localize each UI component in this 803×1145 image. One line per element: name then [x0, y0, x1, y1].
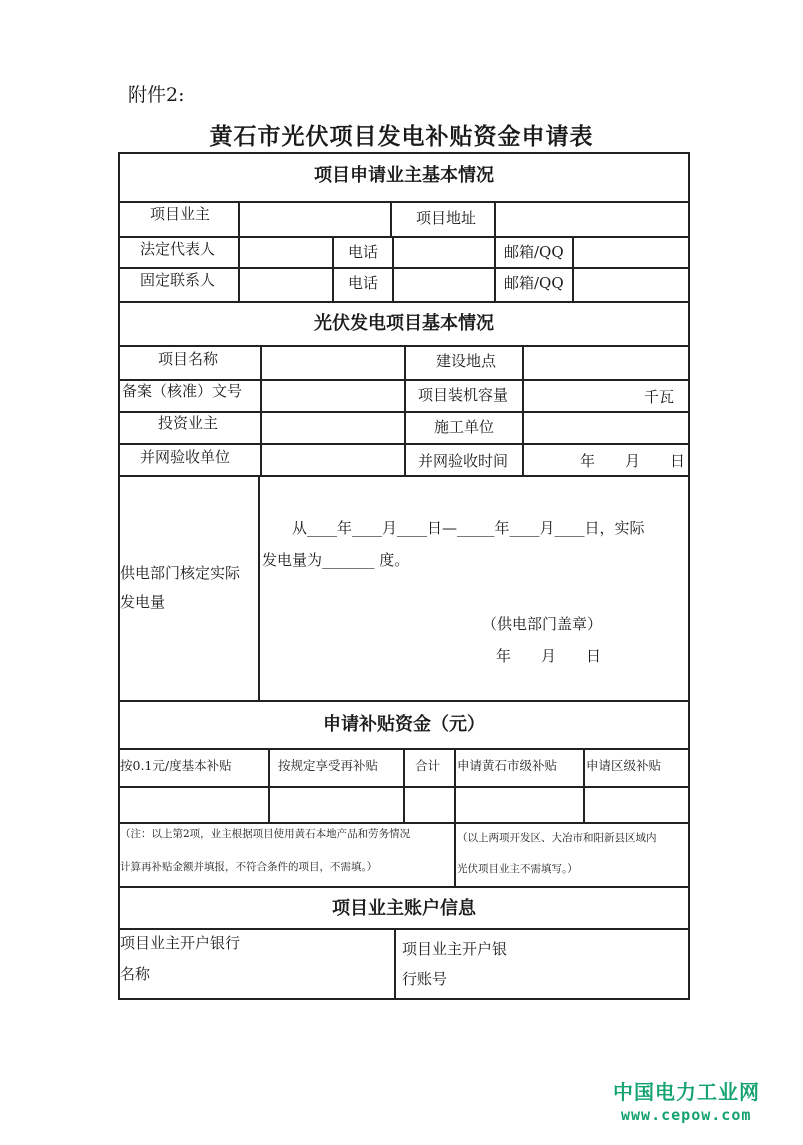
col-divider [454, 748, 456, 886]
label-email: 邮箱/QQ [504, 274, 564, 292]
application-form-table [118, 152, 690, 999]
grid-time-date: 年 月 日 [580, 452, 686, 470]
label-owner: 项目业主 [150, 205, 211, 223]
col-divider [404, 345, 406, 476]
col-total: 合计 [415, 758, 441, 773]
attachment-label: 附件2: [128, 84, 185, 106]
label-bank-name: 项目业主开户银行 [120, 934, 241, 952]
section-title-project-info: 光伏发电项目基本情况 [314, 313, 494, 334]
section-title-owner-info: 项目申请业主基本情况 [314, 165, 494, 186]
row-divider [118, 236, 690, 238]
label-verified-generation-cont: 发电量 [120, 593, 166, 611]
label-verified-generation: 供电部门核定实际 [120, 564, 241, 582]
label-email: 邮箱/QQ [504, 243, 564, 261]
col-divider [392, 236, 394, 301]
col-divider [258, 475, 260, 701]
table-border-right [688, 152, 690, 999]
row-divider [118, 201, 690, 203]
label-site: 建设地点 [436, 352, 497, 370]
label-bank-name-cont: 名称 [120, 965, 151, 983]
row-divider [118, 886, 690, 888]
col-divider [332, 236, 334, 301]
col-divider [390, 201, 392, 237]
table-border-bottom [118, 998, 690, 1000]
row-divider [118, 301, 690, 303]
col-district-subsidy: 申请区级补贴 [586, 758, 662, 773]
col-divider [572, 236, 574, 301]
note-left-line1: （注：以上第2项，业主根据项目使用黄石本地产品和劳务情况 [120, 828, 411, 840]
label-builder: 施工单位 [434, 418, 495, 436]
col-extra-subsidy: 按规定享受再补贴 [278, 758, 379, 773]
watermark-site-url: www.cepow.com [621, 1106, 752, 1124]
label-legal-rep: 法定代表人 [140, 240, 216, 258]
col-divider [403, 748, 405, 823]
label-filing-number: 备案（核准）文号 [122, 382, 243, 400]
col-city-subsidy: 申请黄石市级补贴 [457, 758, 558, 773]
stamp-note: （供电部门盖章） [482, 615, 603, 633]
label-investor: 投资业主 [158, 414, 219, 432]
row-divider [118, 267, 690, 269]
form-title: 黄石市光伏项目发电补贴资金申请表 [209, 123, 594, 150]
col-divider [522, 345, 524, 476]
generation-period-line: 从____年____月____日—_____年____月____日，实际 [292, 519, 645, 537]
section-title-account-info: 项目业主账户信息 [332, 898, 476, 919]
table-border-top [118, 152, 690, 154]
label-phone: 电话 [348, 274, 379, 292]
col-divider [494, 236, 496, 301]
label-contact: 固定联系人 [140, 271, 216, 289]
col-divider [238, 201, 240, 301]
note-left-line2: 计算再补贴金额并填报，不符合条件的项目，不需填。） [120, 861, 378, 873]
note-right-line1: （以上两项开发区、大冶市和阳新县区域内 [457, 832, 657, 844]
col-divider [268, 748, 270, 823]
note-right-line2: 光伏项目业主不需填写。） [457, 863, 578, 875]
label-grid-time: 并网验收时间 [418, 452, 509, 470]
label-account-number: 项目业主开户银 [402, 940, 508, 958]
label-capacity: 项目装机容量 [418, 386, 509, 404]
label-project-name: 项目名称 [158, 350, 219, 368]
col-divider [494, 201, 496, 237]
col-divider [260, 345, 262, 476]
col-divider [394, 928, 396, 998]
row-divider [118, 700, 690, 702]
label-grid-unit: 并网验收单位 [140, 448, 231, 466]
col-divider [583, 748, 585, 823]
stamp-date: 年 月 日 [496, 647, 602, 665]
watermark-site-name: 中国电力工业网 [613, 1080, 760, 1104]
capacity-unit: 千瓦 [644, 388, 675, 406]
col-basic-subsidy: 按0.1元/度基本补贴 [120, 758, 232, 773]
row-divider [118, 928, 690, 930]
label-phone: 电话 [348, 243, 379, 261]
label-account-number-cont: 行账号 [402, 970, 448, 988]
section-title-subsidy: 申请补贴资金（元） [323, 714, 485, 735]
generation-amount-line: 发电量为_______ 度。 [262, 551, 410, 569]
label-address: 项目地址 [416, 209, 477, 227]
